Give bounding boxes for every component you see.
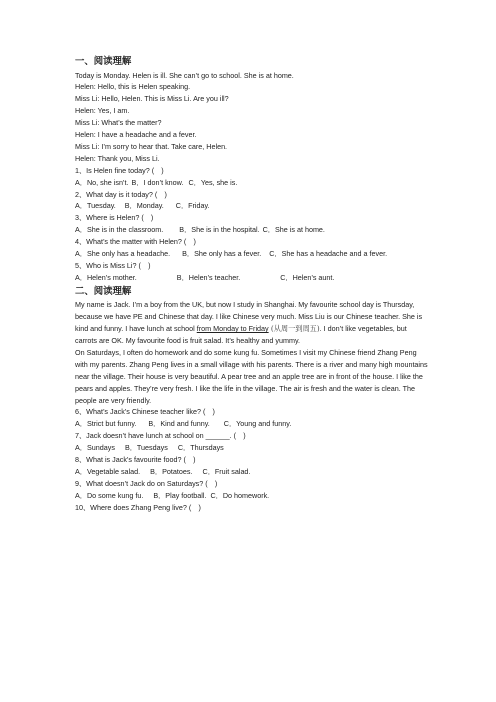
question-10: 10、Where does Zhang Peng live? ( ) [75,502,201,512]
paragraph-text: . I don’t like vegetables, but carrots are OK. My favourite food is fruit salad. It’s healthy and yummy. [75,324,407,346]
option-b: B．She is in the hospital. [179,225,260,235]
option-c: C．Friday. [175,201,210,211]
section-heading-1: 一、阅读理解 [75,56,132,67]
question-1: 1、Is Helen fine today? ( ) [75,165,164,175]
question-6: 6、What’s Jack’s Chinese teacher like? ( ) [75,407,215,417]
question-5: 5、Who is Miss Li? ( ) [75,261,151,270]
option-b: B．Helen’s teacher. [176,272,241,282]
passage-line: Helen: Hello, this is Helen speaking. [75,82,191,92]
option-a: A．She is in the classroom. [75,225,164,235]
question-9: 9、What doesn’t Jack do on Saturdays? ( ) [75,478,218,488]
passage-line: Helen: I have a headache and a fever. [75,130,197,140]
option-b: B．Play football. [153,490,207,500]
option-b: B．Kind and funny. [148,419,210,429]
option-b: B．She only has a fever. [182,249,262,259]
option-a: A．She only has a headache. [75,249,171,259]
passage-paragraph-2: On Saturdays, I often do homework and do some kung fu. Sometimes I visit my Chinese friend Zhang Peng with my parents. Zhang Peng lives in a small village with his parents. There is a river and many high mountains near the village. Their house is very beautiful. A pear tree and an apple tree are in front of the house. I like the pears and apples. They’re very fresh. I like the life in the village. The air is fresh and the water is clean. The people are very friendly. [75,347,428,405]
option-b: B．I don’t know. [131,177,184,187]
option-a: A．Strict but funny. [75,419,137,429]
option-b: B．Monday. [124,201,164,211]
option-c: C．Thursdays [177,443,224,453]
question-2: 2、What day is it today? ( ) [75,189,167,199]
underlined-phrase: from Monday to Friday [196,324,269,334]
option-a: A．No, she isn’t. [75,177,129,187]
question-8-options [75,466,430,478]
question-4: 4、What’s the matter with Helen? ( ) [75,237,196,247]
passage-line: Miss Li: Hello, Helen. This is Miss Li. Are you ill? [75,94,229,104]
option-a: A．Do some kung fu. [75,490,144,500]
question-9-options [75,490,430,502]
option-c: C．Yes, she is. [188,177,238,187]
option-b: B．Tuesdays [124,443,168,453]
option-a: A．Sundays [75,443,115,453]
question-6-options [75,418,430,430]
passage-line: Helen: Thank you, Miss Li. [75,153,160,163]
option-c: C．Helen’s aunt. [280,272,335,282]
worksheet-page [75,56,430,514]
question-7: 7、Jack doesn’t have lunch at school on ______. ( ) [75,431,246,441]
paragraph-text: My name is Jack. I’m a boy from the UK, but now I study in Shanghai. My favourite school day is Thursday, because we have PE and Chinese that day. I like Chinese very much. Miss Liu is our Chinese teacher. She is kind and funny. I have lunch at school [75,300,423,334]
chinese-gloss: (从周一到周五) [268,324,320,334]
passage-line: Miss Li: I’m sorry to hear that. Take care, Helen. [75,141,228,151]
question-8: 8、What is Jack’s favourite food? ( ) [75,455,196,465]
option-a: A．Tuesday. [75,201,116,211]
option-c: C．Do homework. [210,490,270,500]
passage-line: Helen: Yes, I am. [75,106,130,116]
option-c: C．She is at home. [262,225,325,235]
passage-line: Miss Li: What’s the matter? [75,118,162,128]
question-5-options [75,272,430,284]
passage-line: Today is Monday. Helen is ill. She can’t go to school. She is at home. [75,70,294,80]
option-a: A．Helen’s mother. [75,272,137,282]
question-2-options [75,200,430,212]
option-c: C．Young and funny. [223,419,292,429]
question-3-options [75,224,430,236]
option-c: C．Fruit salad. [202,467,251,476]
question-4-options [75,248,430,260]
question-3: 3、Where is Helen? ( ) [75,213,154,223]
question-7-options [75,442,430,454]
passage-paragraph-1 [75,299,430,347]
question-1-options [75,177,430,189]
section-heading-2: 二、阅读理解 [75,285,132,297]
option-a: A．Vegetable salad. [75,467,141,476]
option-b: B．Potatoes. [150,467,193,476]
option-c: C．She has a headache and a fever. [269,249,388,259]
